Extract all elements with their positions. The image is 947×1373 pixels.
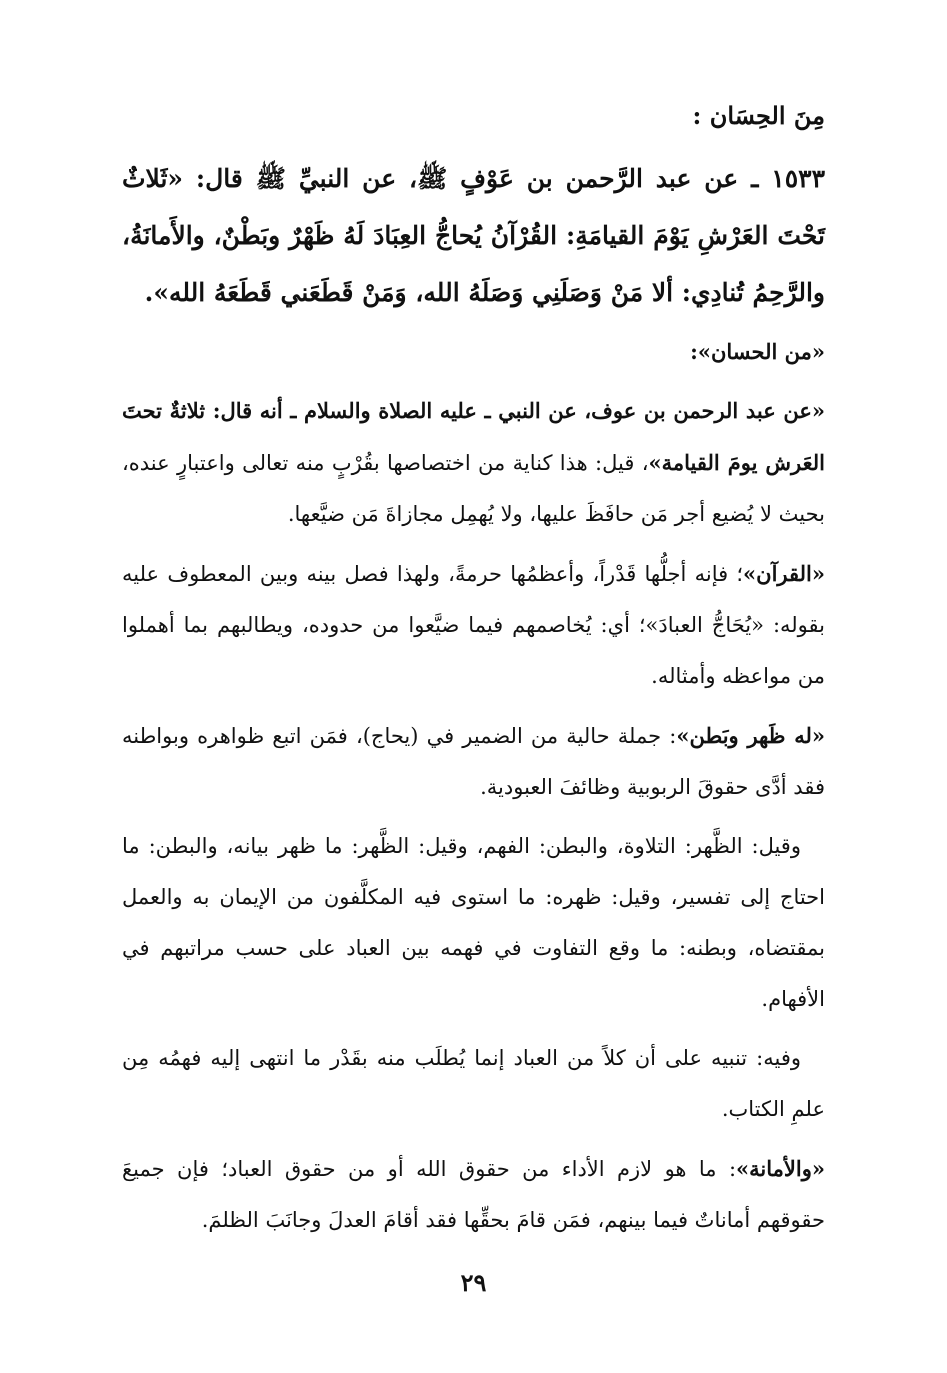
commentary-paragraph-4 xyxy=(122,821,825,1025)
section-heading: مِنَ الحِسَان : xyxy=(692,101,825,130)
hadith-text: ١٥٣٣ ـ عن عبد الرَّحمن بن عَوْفٍ ﷺ، عن النبيِّ ﷺ قال: «ثَلاثٌ تَحْتَ العَرْشِ يَوْمَ القيامَةِ: القُرْآنُ يُحاجُّ العِبَادَ لَهُ ظَهْرٌ وبَطْنٌ، والأَمانَةُ، والرَّحِمُ تُنادِي: ألا مَنْ وَصَلَنِي وَصَلَهُ الله، وَمَنْ قَطَعَني قَطَعَهُ الله». xyxy=(122,164,825,307)
commentary-paragraph-5 xyxy=(122,1033,825,1135)
commentary-paragraph-3 xyxy=(122,710,825,813)
paragraph-lead: «والأمانة» xyxy=(736,1156,825,1181)
commentary-paragraph-1 xyxy=(122,385,825,540)
page-number: ٢٩ xyxy=(460,1268,487,1297)
paragraph-lead: «القرآن» xyxy=(743,561,825,586)
page-body xyxy=(122,96,825,1254)
paragraph-text: : ما هو لازم الأداء من حقوق الله أو من حقوق العباد؛ فإن جميعَ حقوقهم أماناتٌ فيما بينهم، فمَن قامَ بحقِّها فقد أقامَ العدلَ وجانَبَ الظلمَ. xyxy=(122,1157,825,1232)
paragraph-text: وفيه: تنبيه على أن كلاً من العباد إنما يُطلَب منه بقَدْر ما انتهى إليه فهمُه مِن علمِ الكتاب. xyxy=(122,1046,825,1121)
paragraph-text: ؛ فإنه أجلُّها قَدْراً، وأعظمُها حرمةً، ولهذا فصل بينه وبين المعطوف عليه بقوله: «يُحَاجُّ العبادَ»؛ أي: يُخاصمهم فيما ضيَّعوا من حدوده، ويطالبهم بما أهملوا من مواعظه وأمثاله. xyxy=(122,562,825,688)
commentary-paragraph-2 xyxy=(122,548,825,702)
paragraph-lead: «له ظَهر وبَطن» xyxy=(676,723,825,748)
commentary-heading: «من الحسان»: xyxy=(690,339,825,364)
commentary-paragraph-6 xyxy=(122,1143,825,1246)
paragraph-lead: «عن عبد الرحمن بن عوف، عن النبي ـ عليه الصلاة والسلام ـ أنه قال: ثلاثةٌ تحتَ العَرش يومَ القيامة» xyxy=(122,398,825,475)
paragraph-text: ، قيل: هذا كناية من اختصاصها بقُرْبٍ منه تعالى واعتبارٍ عنده، بحيث لا يُضيع أجر مَن حافَظَ عليها، ولا يُهمِل مجازاةَ مَن ضيَّعها. xyxy=(122,451,825,526)
paragraph-text: وقيل: الظَّهر: التلاوة، والبطن: الفهم، وقيل: الظَّهر: ما ظهر بيانه، والبطن: ما احتاج إلى تفسير، وقيل: ظهره: ما استوى فيه المكلَّفون من الإيمان به والعمل بمقتضاه، وبطنه: ما وقع التفاوت في فهمه بين العباد على حسب مراتبهم في الأفهام. xyxy=(122,834,825,1011)
paragraph-text: : جملة حالية من الضمير في (يحاج)، فمَن اتبع ظواهره وبواطنه فقد أدَّى حقوقَ الربوبية وظائفَ العبودية. xyxy=(122,724,825,799)
